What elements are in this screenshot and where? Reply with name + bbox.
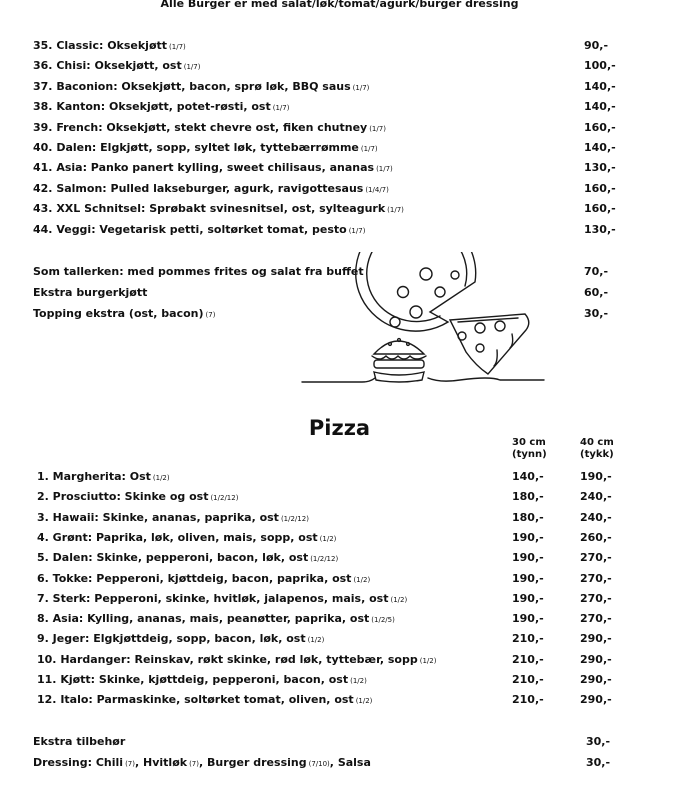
allergen-codes: (1/7) bbox=[183, 63, 201, 72]
item-name bbox=[37, 470, 170, 483]
price-30cm: 180,- bbox=[512, 490, 544, 504]
dressing-label: Dressing: bbox=[33, 756, 92, 769]
extra-price: 30,- bbox=[586, 735, 611, 748]
allergen-codes: (1/2/5) bbox=[371, 616, 395, 625]
item-name-text: 2. Prosciutto: Skinke og ost bbox=[37, 490, 209, 504]
pizza-row bbox=[0, 653, 679, 673]
item-name bbox=[37, 612, 395, 625]
dressing-item bbox=[203, 756, 334, 769]
allergen-codes: (1/2/12) bbox=[280, 514, 309, 523]
price-30cm: 210,- bbox=[512, 652, 544, 666]
item-price: 60,- bbox=[584, 286, 609, 299]
allergen-codes: (1/7) bbox=[348, 226, 366, 235]
item-name-text: 40. Dalen: Elgkjøtt, sopp, syltet løk, tyttebærrømme bbox=[33, 141, 359, 154]
pizza-row bbox=[0, 693, 679, 713]
burger-row bbox=[0, 161, 679, 181]
item-name-text: 35. Classic: Oksekjøtt bbox=[33, 39, 168, 52]
item-name bbox=[33, 161, 393, 174]
item-name bbox=[33, 59, 200, 72]
price-30cm: 210,- bbox=[512, 693, 544, 707]
item-name-text: 42. Salmon: Pulled lakseburger, agurk, ravigottesaus bbox=[33, 181, 364, 195]
dressing-name: Burger dressing bbox=[207, 756, 307, 769]
price-30cm: 190,- bbox=[512, 551, 544, 565]
item-name-text: 4. Grønt: Paprika, løk, oliven, mais, sopp, ost bbox=[37, 530, 318, 544]
item-name bbox=[33, 141, 378, 154]
allergen-codes: (1/7) bbox=[360, 145, 378, 153]
item-name bbox=[33, 39, 186, 52]
item-name-text: 6. Tokke: Pepperoni, kjøttdeig, bacon, paprika, ost bbox=[37, 571, 352, 585]
item-name bbox=[33, 100, 289, 113]
allergen-codes: (1/7) bbox=[169, 43, 186, 51]
item-name-text: 11. Kjøtt: Skinke, kjøttdeig, pepperoni, bacon, ost bbox=[37, 673, 349, 686]
price-40cm: 290,- bbox=[580, 632, 612, 646]
item-name bbox=[37, 490, 238, 503]
pizza-row bbox=[0, 572, 679, 592]
pizza-section-title: Pizza bbox=[308, 416, 371, 440]
dressing-name: Hvitløk bbox=[143, 756, 188, 769]
price-40cm: 190,- bbox=[580, 470, 612, 483]
item-name-text: 37. Baconion: Oksekjøtt, bacon, sprø løk, BBQ saus bbox=[33, 79, 351, 93]
extra-label: Ekstra tilbehør bbox=[33, 735, 126, 748]
item-name-text: 5. Dalen: Skinke, pepperoni, bacon, løk, ost bbox=[37, 551, 309, 565]
pizza-row bbox=[0, 551, 679, 571]
burger-row bbox=[0, 80, 679, 100]
dressing-row bbox=[0, 756, 679, 776]
allergen-codes: (1/2/12) bbox=[210, 494, 239, 503]
item-name-text: 39. French: Oksekjøtt, stekt chevre ost, fiken chutney bbox=[33, 120, 368, 134]
item-name bbox=[37, 551, 338, 564]
column-size-label: 40 cm bbox=[580, 437, 614, 448]
burger-row bbox=[0, 182, 679, 202]
burger-row bbox=[0, 39, 679, 59]
price-30cm: 190,- bbox=[512, 530, 544, 544]
allergen-codes: (1/4/7) bbox=[365, 185, 389, 194]
item-name bbox=[33, 223, 365, 236]
price-40cm: 270,- bbox=[580, 551, 612, 565]
dressing-separator: , bbox=[329, 756, 334, 769]
item-name-text: 36. Chisi: Oksekjøtt, ost bbox=[33, 59, 182, 73]
item-name-text: 38. Kanton: Oksekjøtt, potet-røsti, ost bbox=[33, 100, 271, 114]
price-30cm: 190,- bbox=[512, 571, 544, 585]
item-price: 140,- bbox=[584, 79, 616, 93]
price-40cm: 270,- bbox=[580, 591, 612, 605]
item-name-text: 43. XXL Schnitsel: Sprøbakt svinesnitsel, ost, sylteagurk bbox=[33, 202, 386, 216]
allergen-codes: (7) bbox=[125, 760, 135, 768]
pizza-row bbox=[0, 531, 679, 551]
column-size-label: 30 cm bbox=[512, 437, 546, 448]
pizza-row bbox=[0, 632, 679, 652]
item-name-text: 44. Veggi: Vegetarisk petti, soltørket tomat, pesto bbox=[33, 222, 347, 236]
item-name bbox=[37, 673, 367, 686]
item-name-text: 3. Hawaii: Skinke, ananas, paprika, ost bbox=[37, 510, 279, 524]
pizza-extra-row bbox=[0, 735, 679, 755]
burger-row bbox=[0, 100, 679, 120]
burger-row bbox=[0, 223, 679, 243]
column-desc-label: (tykk) bbox=[580, 449, 614, 460]
item-price: 160,- bbox=[584, 120, 616, 134]
allergen-codes: (7) bbox=[189, 760, 199, 768]
dressing-separator: , bbox=[199, 756, 204, 769]
pizza-burger-line-drawing-icon bbox=[300, 252, 550, 387]
price-40cm: 270,- bbox=[580, 612, 612, 626]
pizza-row bbox=[0, 470, 679, 490]
price-40cm: 270,- bbox=[580, 571, 612, 585]
item-name bbox=[37, 653, 436, 666]
price-40cm: 290,- bbox=[580, 673, 612, 686]
item-price: 30,- bbox=[584, 307, 609, 320]
item-name bbox=[37, 511, 309, 524]
allergen-codes: (1/7) bbox=[352, 83, 370, 92]
item-name bbox=[33, 121, 386, 134]
price-30cm: 180,- bbox=[512, 510, 544, 524]
burger-row bbox=[0, 121, 679, 141]
item-price: 140,- bbox=[584, 100, 616, 114]
item-name bbox=[37, 693, 372, 706]
allergen-codes: (7/10) bbox=[308, 760, 330, 768]
burger-row bbox=[0, 141, 679, 161]
price-40cm: 290,- bbox=[580, 652, 612, 666]
burger-row bbox=[0, 202, 679, 222]
dressing-name: Salsa bbox=[337, 756, 371, 769]
item-name bbox=[33, 182, 389, 195]
item-name bbox=[37, 632, 324, 645]
item-name bbox=[33, 286, 149, 299]
item-name-text: 9. Jeger: Elgkjøttdeig, sopp, bacon, løk, ost bbox=[37, 632, 306, 646]
pizza-row bbox=[0, 612, 679, 632]
allergen-codes: (1/2) bbox=[419, 656, 437, 665]
price-30cm: 190,- bbox=[512, 612, 544, 626]
item-price: 90,- bbox=[584, 39, 609, 52]
dressing-name: Chili bbox=[95, 756, 124, 769]
item-name bbox=[33, 80, 369, 93]
pizza-row bbox=[0, 592, 679, 612]
price-40cm: 240,- bbox=[580, 510, 612, 524]
allergen-codes: (1/2) bbox=[355, 697, 373, 706]
item-price: 130,- bbox=[584, 222, 616, 236]
price-30cm: 190,- bbox=[512, 591, 544, 605]
price-30cm: 210,- bbox=[512, 673, 544, 686]
item-name-text: 41. Asia: Panko panert kylling, sweet chilisaus, ananas bbox=[33, 161, 375, 175]
item-name bbox=[37, 572, 370, 585]
price-30cm: 140,- bbox=[512, 470, 544, 483]
price-30cm: 210,- bbox=[512, 632, 544, 646]
allergen-codes: (1/7) bbox=[369, 124, 386, 133]
allergen-codes: (1/2) bbox=[353, 575, 371, 584]
burger-intro: Alle Burger er med salat/løk/tomat/agurk/burger dressing bbox=[160, 0, 519, 10]
price-40cm: 240,- bbox=[580, 490, 612, 504]
dressing-line bbox=[33, 756, 373, 769]
item-price: 160,- bbox=[584, 181, 616, 195]
item-price: 70,- bbox=[584, 265, 609, 278]
allergen-codes: (1/7) bbox=[272, 104, 290, 113]
item-name bbox=[37, 592, 407, 605]
item-name-text: 12. Italo: Parmaskinke, soltørket tomat, oliven, ost bbox=[37, 693, 354, 707]
item-name-text: 1. Margherita: Ost bbox=[37, 470, 151, 483]
column-desc-label: (tynn) bbox=[512, 449, 547, 460]
pizza-row bbox=[0, 673, 679, 693]
pizza-column-30cm bbox=[512, 437, 547, 461]
burger-row bbox=[0, 59, 679, 79]
item-price: 100,- bbox=[584, 59, 616, 73]
item-price: 130,- bbox=[584, 161, 616, 175]
dressing-item bbox=[334, 756, 373, 769]
allergen-codes: (1/2) bbox=[390, 595, 408, 604]
allergen-codes: (1/7) bbox=[387, 206, 404, 215]
item-name bbox=[33, 202, 404, 215]
dressing-item bbox=[96, 756, 139, 769]
item-name-text: Topping ekstra (ost, bacon) bbox=[33, 307, 204, 320]
item-name bbox=[33, 307, 215, 320]
allergen-codes: (1/2) bbox=[307, 636, 325, 645]
dressing-separator: , bbox=[134, 756, 140, 769]
item-name bbox=[37, 531, 336, 544]
allergen-codes: (1/2) bbox=[350, 677, 367, 685]
item-price: 140,- bbox=[584, 141, 616, 154]
item-name-text: Som tallerken: med pommes frites og salat fra buffet bbox=[33, 265, 364, 278]
item-name-text: 10. Hardanger: Reinskav, røkt skinke, rød løk, tyttebær, sopp bbox=[37, 652, 418, 666]
price-40cm: 260,- bbox=[580, 530, 612, 544]
item-price: 160,- bbox=[584, 202, 616, 216]
pizza-row bbox=[0, 490, 679, 510]
dressing-item bbox=[139, 756, 203, 769]
allergen-codes: (1/7) bbox=[376, 165, 393, 174]
pizza-column-40cm bbox=[580, 437, 614, 461]
item-name-text: Ekstra burgerkjøtt bbox=[33, 286, 148, 299]
dressing-price: 30,- bbox=[586, 756, 611, 769]
item-name-text: 7. Sterk: Pepperoni, skinke, hvitløk, jalapenos, mais, ost bbox=[37, 591, 389, 605]
allergen-codes: (1/2) bbox=[152, 474, 170, 482]
pizza-row bbox=[0, 511, 679, 531]
allergen-codes: (1/2/12) bbox=[310, 555, 339, 564]
allergen-codes: (7) bbox=[205, 311, 216, 319]
allergen-codes: (1/2) bbox=[319, 534, 337, 543]
item-name-text: 8. Asia: Kylling, ananas, mais, peanøtter, paprika, ost bbox=[37, 612, 370, 626]
price-40cm: 290,- bbox=[580, 693, 612, 707]
